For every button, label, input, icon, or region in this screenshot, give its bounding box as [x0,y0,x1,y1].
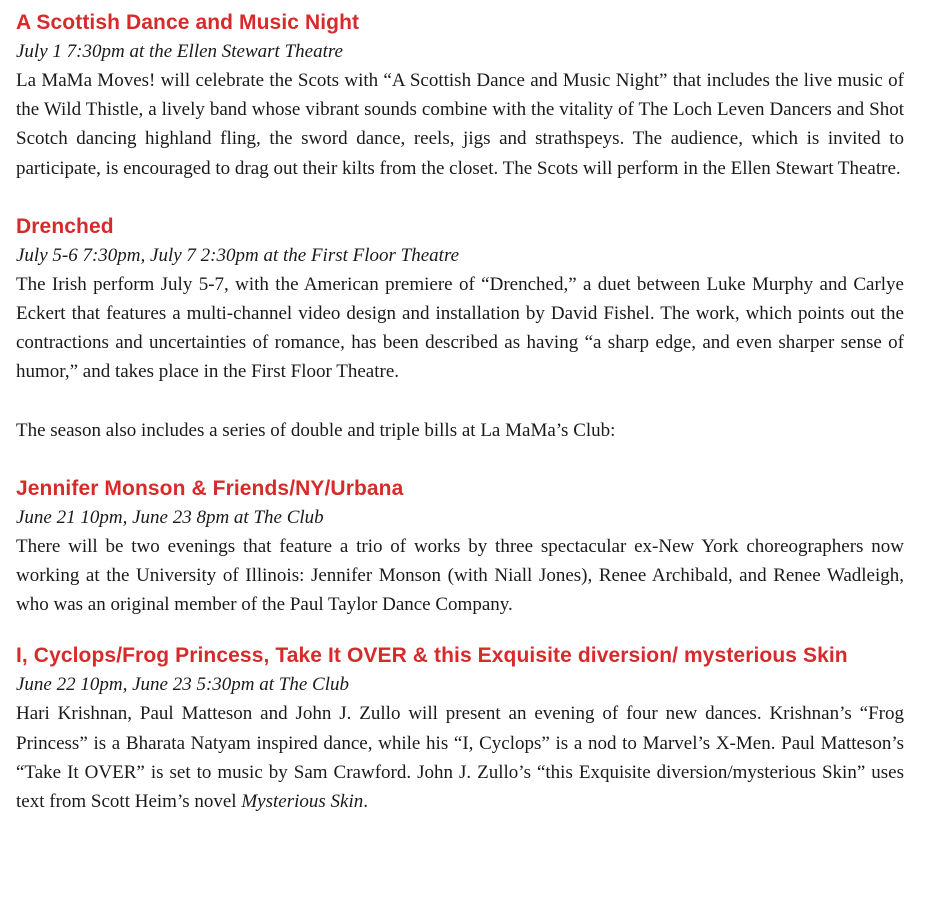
event-description-text: Hari Krishnan, Paul Matteson and John J. Zullo will present an evening of four new dances. Krishnan’s “Frog Princess” is a Bharata Natyam inspired dance, while his “I, Cyclops” is a nod to Marvel’s X-Men. Paul Matteson’s “Take It OVER” is set to music by Sam Crawford. John J. Zullo’s “this Exquisite diversion/mysterious Skin” uses text from Scott Heim’s novel [16,703,904,813]
book-title: Mysterious Skin [241,791,364,813]
season-note: The season also includes a series of double and triple bills at La MaMa’s Club: [16,419,616,441]
event-title: A Scottish Dance and Music Night [16,11,360,34]
spacer [16,387,904,416]
event-cyclops-frog-princess [16,641,904,816]
spacer [16,445,904,474]
event-scottish-night [16,8,904,183]
event-datetime: July 5-6 7:30pm, July 7 2:30pm at the First Floor Theatre [16,244,460,266]
sentence-end: . [363,791,368,813]
event-title: Drenched [16,214,114,238]
event-datetime: July 1 7:30pm at the Ellen Stewart Theatre [16,41,343,62]
event-description: La MaMa Moves! will celebrate the Scots with “A Scottish Dance and Music Night” that includes the live music of the Wild Thistle, a lively band whose vibrant sounds combine with the vitality of The Loch Leven Dancers and Shot Scotch dancing highland fling, the sword dance, reels, jigs and strathspeys. The audience, which is invited to participate, is encouraged to drag out their kilts from the closet. The Scots will perform in the Ellen Stewart Theatre. [16,70,904,179]
spacer [16,619,904,641]
event-title: Jennifer Monson & Friends/NY/Urbana [16,476,404,500]
event-datetime: June 21 10pm, June 23 8pm at The Club [16,506,324,528]
event-datetime: June 22 10pm, June 23 5:30pm at The Club [16,674,349,696]
spacer [16,183,904,212]
event-description: The Irish perform July 5-7, with the American premiere of “Drenched,” a duet between Luke Murphy and Carlye Eckert that features a multi-channel video design and installation by David Fishel. The work, which points out the contractions and uncertainties of romance, has been described as having “a sharp edge, and even sharper sense of humor,” and takes place in the First Floor Theatre. [16,273,904,383]
event-jennifer-monson [16,474,904,620]
event-drenched [16,212,904,387]
event-title: I, Cyclops/Frog Princess, Take It OVER & this Exquisite diversion/ mysterious Skin [16,644,848,668]
event-description: There will be two evenings that feature a trio of works by three spectacular ex-New York choreographers now working at the University of Illinois: Jennifer Monson (with Niall Jones), Renee Archibald, and Renee Wadleigh, who was an original member of the Paul Taylor Dance Company. [16,535,904,616]
document-page [16,8,904,816]
event-description [16,699,904,816]
